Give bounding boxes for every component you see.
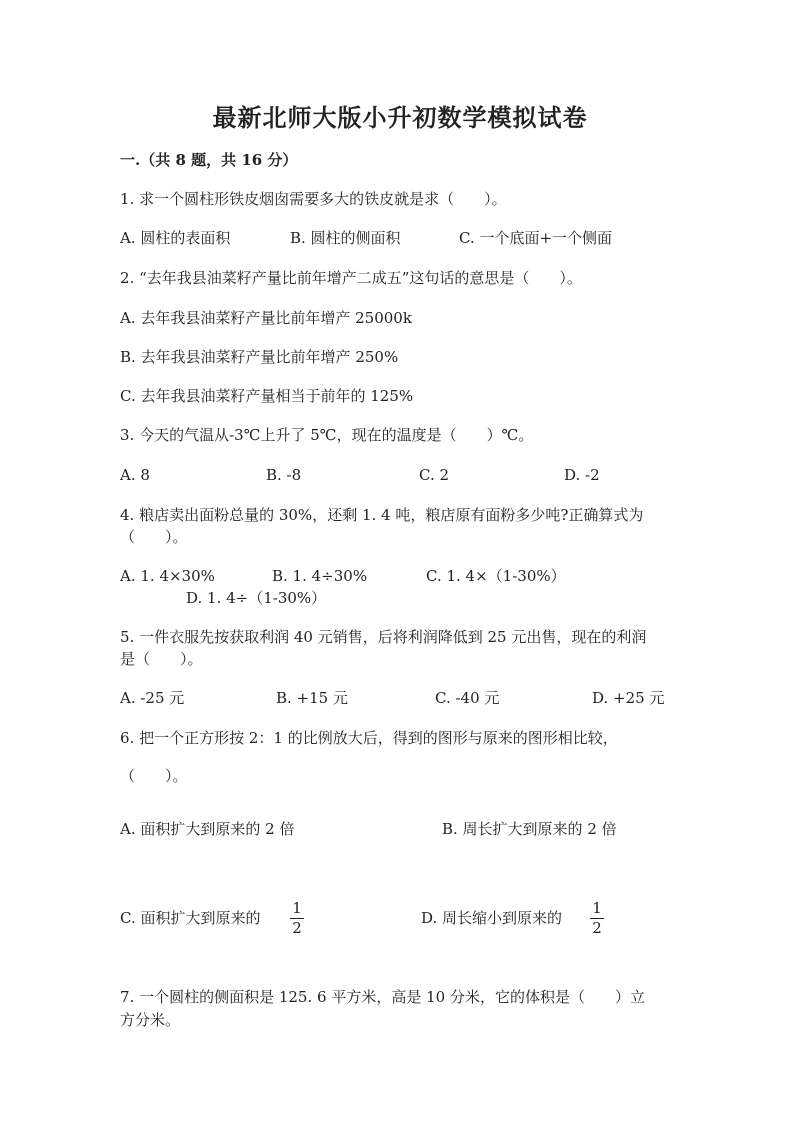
q2-option-c: C. 去年我县油菜籽产量相当于前年的 125% <box>120 387 414 405</box>
q4-option-c: C. 1. 4×（1-30%） <box>426 567 566 585</box>
q3-option-b: B. -8 <box>266 466 302 484</box>
q1-option-a: A. 圆柱的表面积 <box>120 229 231 247</box>
fraction-numerator: 1 <box>592 899 602 917</box>
fraction-denominator: 2 <box>592 919 602 937</box>
question-5-line-1: 5. 一件衣服先按获取利润 40 元销售，后将利润降低到 25 元出售，现在的利润 <box>120 628 647 646</box>
q4-option-d: D. 1. 4÷（1-30%） <box>186 589 327 607</box>
q3-option-a: A. 8 <box>120 466 150 484</box>
section-heading: 一.（共 8 题，共 16 分） <box>120 151 298 169</box>
q6-option-c: C. 面积扩大到原来的 <box>120 909 261 927</box>
q6-option-d-fraction <box>590 900 604 937</box>
question-5-line-2: 是（ ）。 <box>120 650 203 668</box>
question-1: 1. 求一个圆柱形铁皮烟囱需要多大的铁皮就是求（ ）。 <box>120 190 507 208</box>
q6-option-b: B. 周长扩大到原来的 2 倍 <box>442 820 617 838</box>
question-3: 3. 今天的气温从-3℃上升了 5℃，现在的温度是（ ）℃。 <box>120 426 534 444</box>
q6-option-a: A. 面积扩大到原来的 2 倍 <box>120 820 295 838</box>
q6-option-d: D. 周长缩小到原来的 <box>421 909 563 927</box>
question-4-line-2: （ ）。 <box>120 528 188 546</box>
question-2: 2. “去年我县油菜籽产量比前年增产二成五”这句话的意思是（ ）。 <box>120 269 582 287</box>
q4-option-a: A. 1. 4×30% <box>120 567 215 585</box>
q5-option-a: A. -25 元 <box>120 689 185 707</box>
q6-option-c-fraction <box>290 900 304 937</box>
q3-option-c: C. 2 <box>419 466 450 484</box>
q3-option-d: D. -2 <box>564 466 600 484</box>
question-6-line-2: （ ）。 <box>120 767 188 785</box>
q5-option-b: B. +15 元 <box>276 689 348 707</box>
question-4-line-1: 4. 粮店卖出面粉总量的 30%，还剩 1. 4 吨，粮店原有面粉多少吨?正确算式为 <box>120 506 644 524</box>
fraction-denominator: 2 <box>292 919 302 937</box>
fraction-numerator: 1 <box>292 899 302 917</box>
question-7-line-1: 7. 一个圆柱的侧面积是 125. 6 平方米，高是 10 分米，它的体积是（ ）立 <box>120 988 645 1006</box>
q2-option-a: A. 去年我县油菜籽产量比前年增产 25000k <box>120 309 412 327</box>
page-title: 最新北师大版小升初数学模拟试卷 <box>212 103 588 132</box>
q5-option-d: D. +25 元 <box>592 689 665 707</box>
question-7-line-2: 方分米。 <box>120 1011 181 1029</box>
q1-option-c: C. 一个底面+一个侧面 <box>459 229 613 247</box>
q1-option-b: B. 圆柱的侧面积 <box>290 229 401 247</box>
question-6-line-1: 6. 把一个正方形按 2：1 的比例放大后，得到的图形与原来的图形相比较， <box>120 729 618 747</box>
q4-option-b: B. 1. 4÷30% <box>272 567 368 585</box>
q2-option-b: B. 去年我县油菜籽产量比前年增产 250% <box>120 348 399 366</box>
q5-option-c: C. -40 元 <box>435 689 500 707</box>
